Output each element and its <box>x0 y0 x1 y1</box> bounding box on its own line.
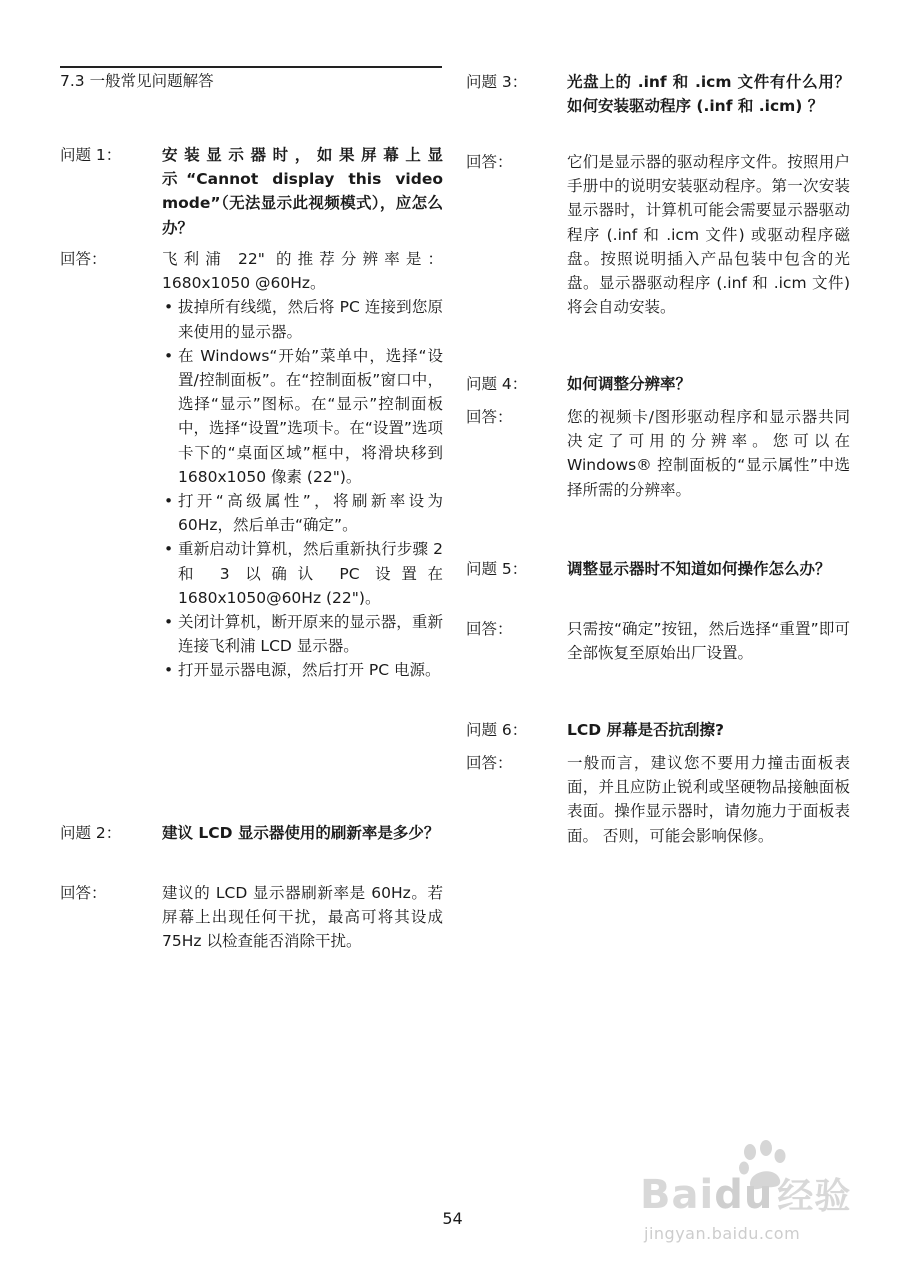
question-text: 光盘上的 .inf 和 .icm 文件有什么用？ 如何安装驱动程序 (.inf 和 .icm) ？ <box>567 73 850 116</box>
watermark-brand-b: du <box>714 1172 774 1218</box>
answer-intro: 飞利浦 22" 的推荐分辨率是：1680x1050 @60Hz。 <box>162 250 443 293</box>
answer-steps <box>162 295 443 682</box>
question-label: 问题 3： <box>466 73 528 91</box>
step-item: • 在 Windows“开始”菜单中，选择“设置/控制面板”。在“控制面板”窗口中，选择“显示”图标。在“显示”控制面板中，选择“设置”选项卡。在“设置”选项卡下的“桌面区域”框中，将滑块移到 1680x1050 像素 (22")。 <box>162 344 443 489</box>
question-label: 问题 5： <box>466 560 528 578</box>
answer-text: 它们是显示器的驱动程序文件。按照用户手册中的说明安装驱动程序。第一次安装显示器时，计算机可能会需要显示器驱动程序 (.inf 和 .icm 文件) 或驱动程序磁盘。按照说明插入产品包装中包含的光盘。显示器驱动程序 (.inf 和 .icm 文件) 将会自动安装。 <box>567 153 850 317</box>
answer-body <box>162 247 443 683</box>
answer-text: 建议的 LCD 显示器刷新率是 60Hz。若屏幕上出现任何干扰，最高可将其设成 75Hz 以检查能否消除干扰。 <box>162 884 443 951</box>
answer-label: 回答： <box>466 408 513 426</box>
step-item: • 重新启动计算机，然后重新执行步骤 2 和 3 以确认 PC 设置在 1680x1050@60Hz (22")。 <box>162 537 443 610</box>
step-item: • 关闭计算机，断开原来的显示器，重新连接飞利浦 LCD 显示器。 <box>162 610 443 658</box>
step-item: • 打开显示器电源，然后打开 PC 电源。 <box>162 658 443 682</box>
answer-label: 回答： <box>60 250 107 268</box>
watermark-url: jingyan.baidu.com <box>644 1224 801 1243</box>
answer-text: 您的视频卡/图形驱动程序和显示器共同决定了可用的分辨率。您可以在 Windows® 控制面板的“显示属性”中选择所需的分辨率。 <box>567 408 850 499</box>
answer-text: 只需按“确定”按钮，然后选择“重置”即可全部恢复至原始出厂设置。 <box>567 620 850 663</box>
section-title: 7.3 一般常见问题解答 <box>60 72 214 90</box>
question-label: 问题 1： <box>60 146 122 164</box>
answer-label: 回答： <box>60 884 107 902</box>
question-text: 调整显示器时不知道如何操作怎么办？ <box>567 560 831 578</box>
watermark-brand-a: Bai <box>640 1172 715 1218</box>
answer-label: 回答： <box>466 153 513 171</box>
section-rule <box>60 66 442 68</box>
answer-label: 回答： <box>466 754 513 772</box>
watermark-brand-cn: 经验 <box>777 1176 852 1217</box>
page-number: 54 <box>442 1209 463 1228</box>
question-label: 问题 2： <box>60 824 122 842</box>
question-text: 建议 LCD 显示器使用的刷新率是多少？ <box>162 824 440 842</box>
question-label: 问题 4： <box>466 375 528 393</box>
answer-label: 回答： <box>466 620 513 638</box>
answer-text: 一般而言，建议您不要用力撞击面板表面，并且应防止锐利或坚硬物品接触面板表面。操作显示器时，请勿施力于面板表面。 否则，可能会影响保修。 <box>567 754 850 845</box>
step-item: • 拔掉所有线缆，然后将 PC 连接到您原来使用的显示器。 <box>162 295 443 343</box>
question-text: 安装显示器时，如果屏幕上显示“Cannot display this video mode”（无法显示此视频模式），应怎么办？ <box>162 146 443 237</box>
question-text: 如何调整分辨率？ <box>567 375 692 393</box>
question-text: LCD 屏幕是否抗刮擦? <box>567 721 725 739</box>
question-label: 问题 6： <box>466 721 528 739</box>
baidu-jingyan-watermark <box>640 1140 860 1260</box>
step-item: • 打开“高级属性”，将刷新率设为 60Hz，然后单击“确定”。 <box>162 489 443 537</box>
